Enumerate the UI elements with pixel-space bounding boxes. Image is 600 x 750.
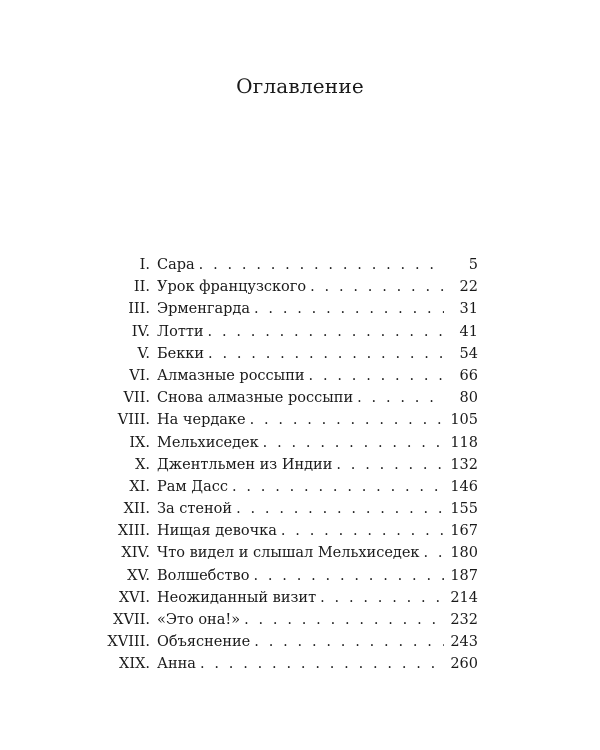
dot-leader — [336, 454, 444, 476]
toc-entry — [98, 387, 478, 409]
toc-entry — [98, 565, 478, 587]
page-number: 146 — [450, 478, 478, 495]
chapter-title: За стеной — [157, 501, 233, 518]
chapter-title: Алмазные россыпи — [157, 367, 305, 384]
toc-entry — [98, 520, 478, 542]
page-number: 180 — [450, 545, 478, 562]
dot-leader — [281, 520, 444, 542]
chapter-title: Что видел и слышал Мельхиседек — [157, 545, 420, 562]
chapter-number: IX. — [129, 434, 150, 451]
page-number: 54 — [459, 345, 478, 362]
page-title: Оглавление — [236, 74, 364, 98]
chapter-number: XVI. — [118, 589, 150, 606]
chapter-title: Объяснение — [157, 634, 251, 651]
toc-entry — [98, 631, 478, 653]
toc-entry — [98, 276, 478, 298]
chapter-title: Нищая девочка — [157, 523, 277, 540]
toc-entry — [98, 298, 478, 320]
toc-entry — [98, 321, 478, 343]
chapter-number: II. — [133, 279, 150, 296]
chapter-title: Анна — [157, 656, 196, 673]
dot-leader — [263, 432, 444, 454]
chapter-number: XVIII. — [107, 634, 150, 651]
dot-leader — [250, 409, 444, 431]
page-number: 80 — [459, 390, 478, 407]
chapter-title: Неожиданный визит — [157, 589, 317, 606]
toc-entry — [98, 454, 478, 476]
page-number: 155 — [450, 501, 478, 518]
chapter-number: XIX. — [119, 656, 150, 673]
page-number: 260 — [450, 656, 478, 673]
toc-entry — [98, 365, 478, 387]
dot-leader — [253, 565, 444, 587]
chapter-number: XI. — [129, 478, 150, 495]
chapter-number: XIII. — [117, 523, 150, 540]
chapter-title: Бекки — [157, 345, 205, 362]
dot-leader — [232, 476, 444, 498]
page-number: 167 — [450, 523, 478, 540]
dot-leader — [320, 587, 444, 609]
chapter-number: X. — [135, 456, 150, 473]
dot-leader — [208, 343, 444, 365]
page-number: 41 — [459, 323, 478, 340]
toc-entry — [98, 587, 478, 609]
dot-leader — [236, 498, 444, 520]
dot-leader — [244, 609, 444, 631]
toc-entry — [98, 609, 478, 631]
page-number: 5 — [468, 257, 478, 273]
toc-entry — [98, 498, 478, 520]
chapter-number: XV. — [127, 567, 150, 584]
toc-entry — [98, 254, 478, 276]
chapter-number: VI. — [129, 367, 150, 384]
page-number: 214 — [450, 589, 478, 606]
chapter-title: Эрменгарда — [157, 301, 250, 318]
chapter-title: Мельхиседек — [157, 434, 259, 451]
chapter-title: Волшебство — [157, 567, 250, 584]
chapter-number: IV. — [131, 323, 150, 340]
dot-leader — [200, 653, 444, 675]
toc-entry — [98, 432, 478, 454]
toc-entry — [98, 343, 478, 365]
chapter-number: VII. — [123, 390, 150, 407]
page-number: 118 — [450, 434, 478, 451]
dot-leader — [254, 631, 444, 653]
dot-leader — [357, 387, 444, 409]
page-number: 132 — [450, 456, 478, 473]
dot-leader — [208, 321, 444, 343]
page-number: 232 — [450, 612, 478, 628]
chapter-number: VIII. — [117, 412, 150, 429]
chapter-number: XIV. — [121, 545, 150, 562]
page-number: 31 — [459, 301, 478, 318]
chapter-number: III. — [128, 301, 150, 318]
toc-entry — [98, 542, 478, 564]
table-of-contents — [98, 254, 478, 676]
chapter-title: На чердаке — [157, 412, 246, 429]
chapter-title: Сара — [157, 257, 195, 273]
dot-leader — [254, 298, 444, 320]
page-number: 187 — [450, 567, 478, 584]
chapter-title: Джентльмен из Индии — [157, 456, 333, 473]
chapter-number: XVII. — [113, 612, 150, 628]
page-number: 22 — [459, 279, 478, 296]
page-number: 66 — [459, 367, 478, 384]
toc-entry — [98, 653, 478, 675]
dot-leader — [423, 542, 444, 564]
chapter-title: Урок французского — [157, 279, 307, 296]
toc-entry — [98, 476, 478, 498]
chapter-number: V. — [137, 345, 150, 362]
page-number: 243 — [450, 634, 478, 651]
dot-leader — [199, 254, 444, 276]
chapter-number: I. — [139, 257, 150, 273]
chapter-title: «Это она!» — [157, 612, 241, 628]
dot-leader — [309, 365, 444, 387]
chapter-number: XII. — [123, 501, 150, 518]
chapter-title: Рам Дасс — [157, 478, 228, 495]
chapter-title: Снова алмазные россыпи — [157, 390, 354, 407]
dot-leader — [310, 276, 444, 298]
page-number: 105 — [450, 412, 478, 429]
chapter-title: Лотти — [157, 323, 204, 340]
toc-entry — [98, 409, 478, 431]
